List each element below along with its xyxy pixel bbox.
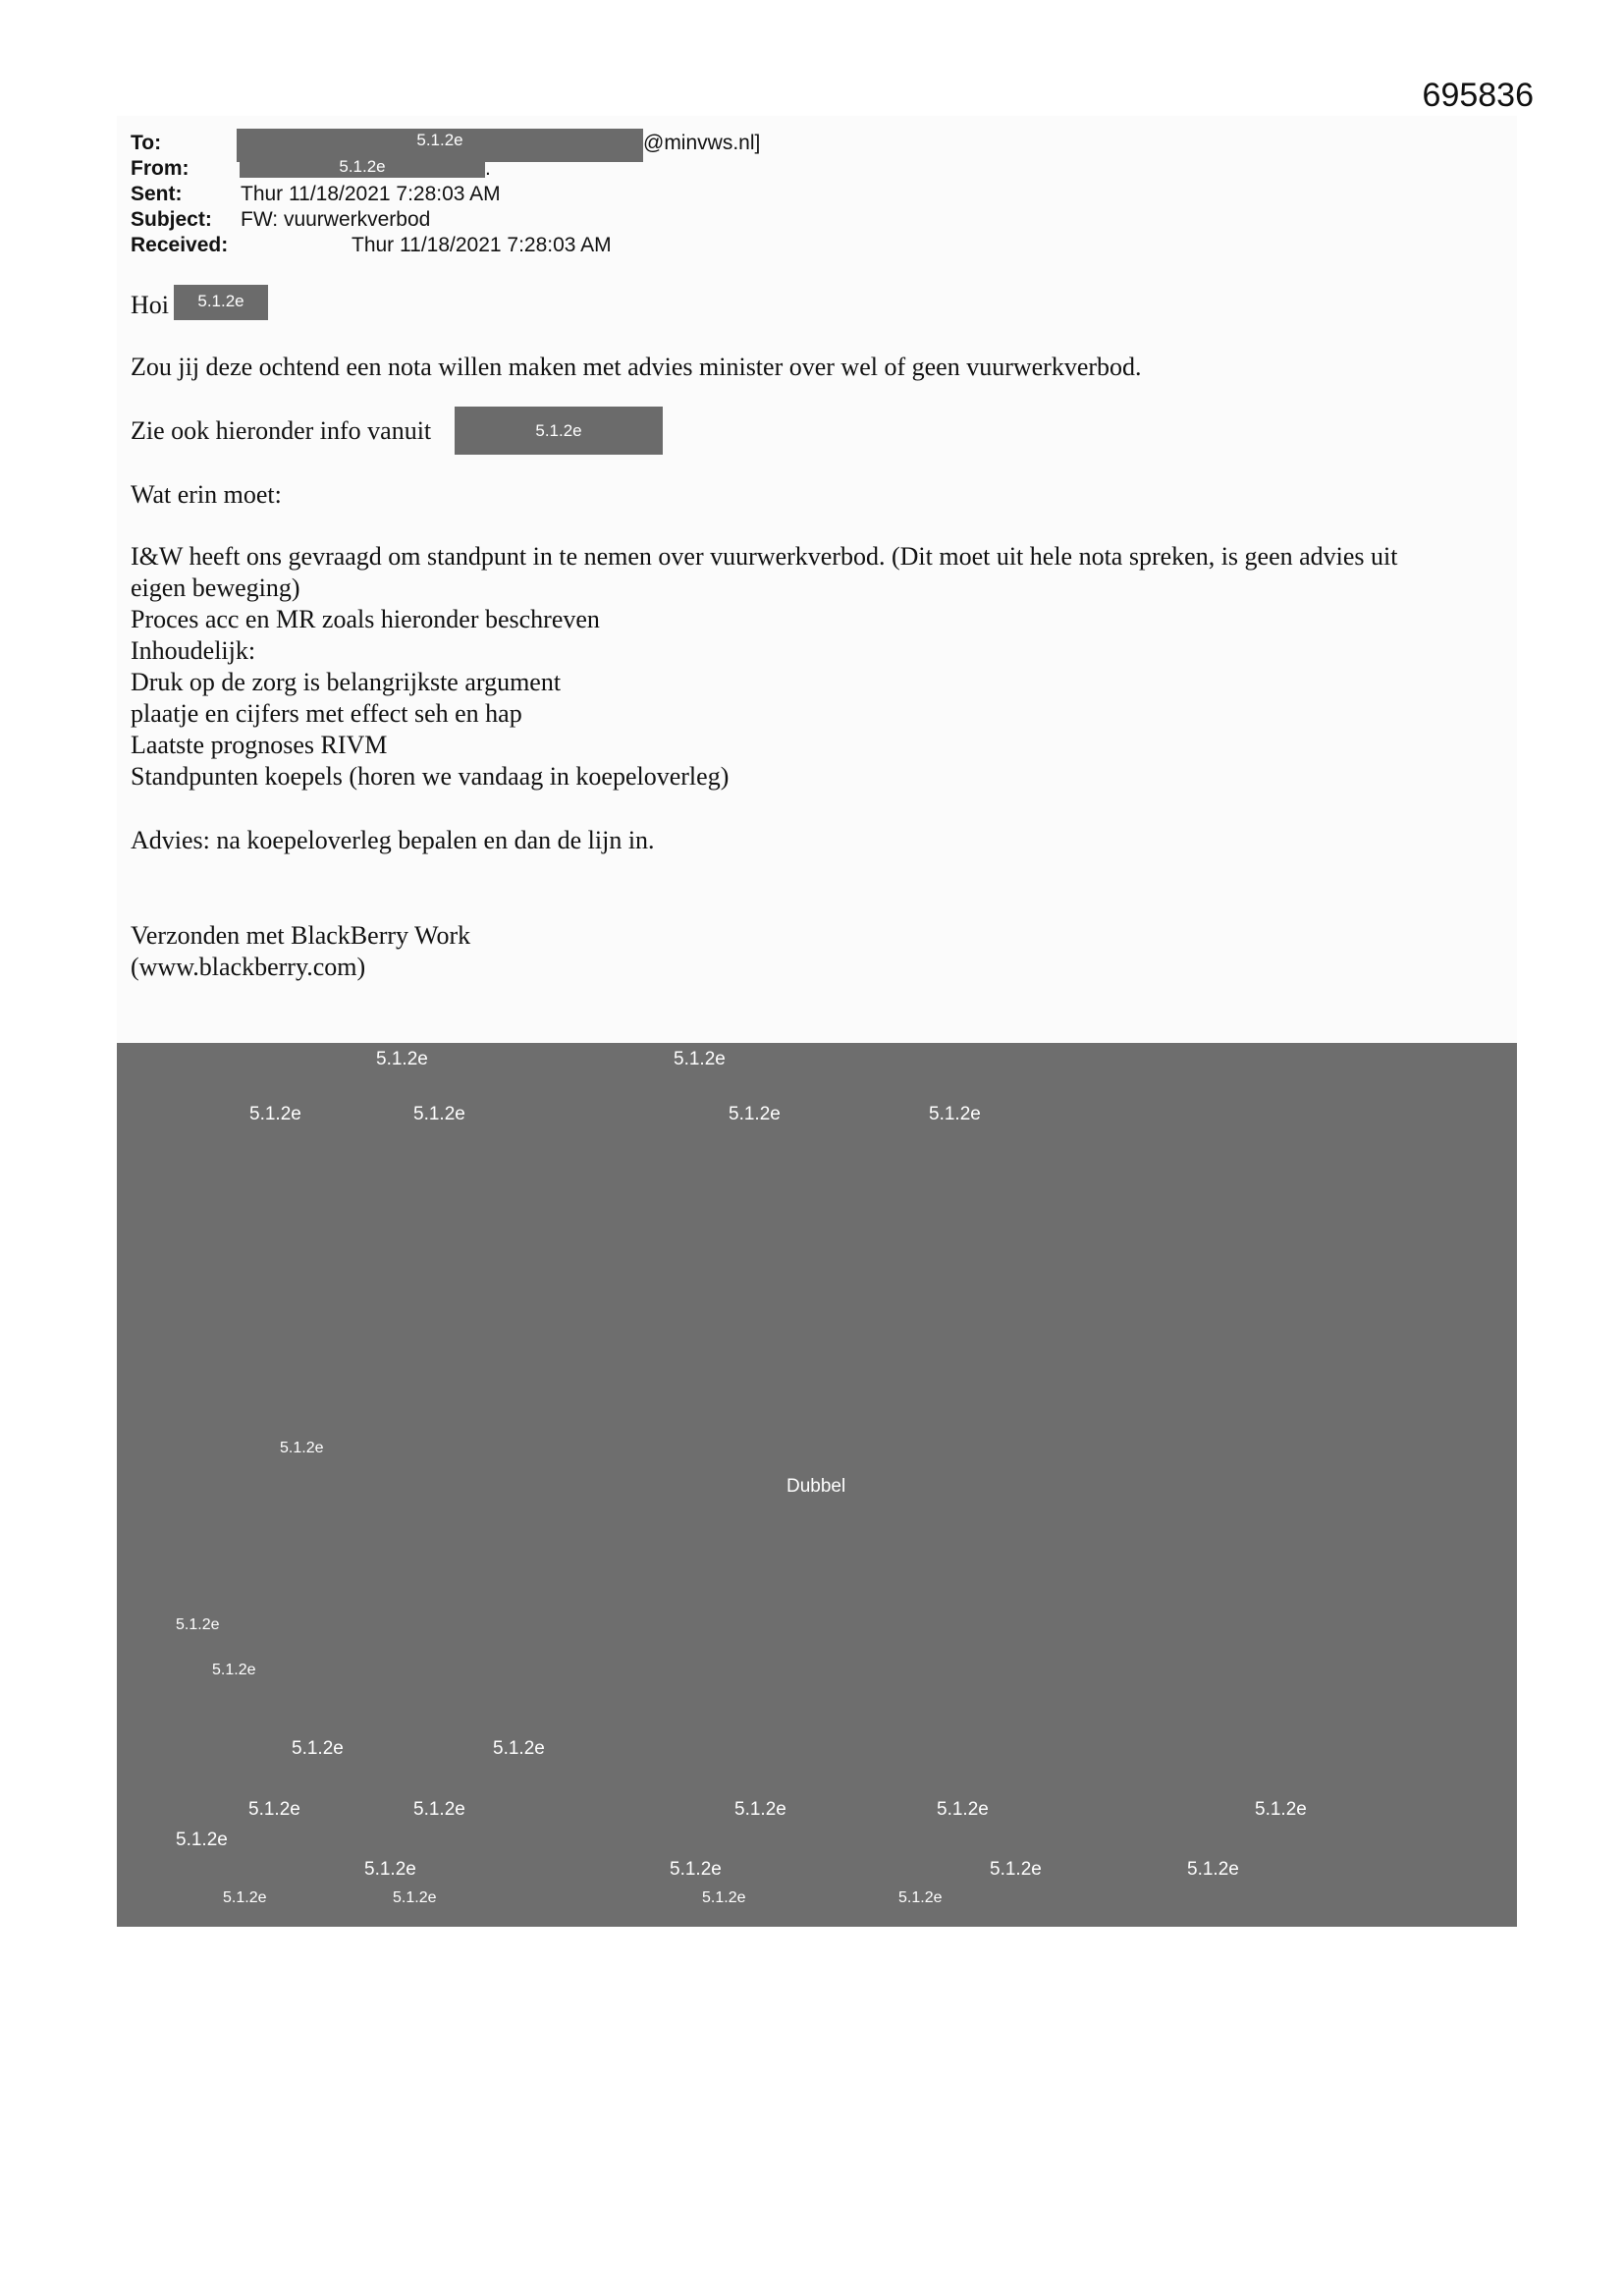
content-line: I&W heeft ons gevraagd om standpunt in te nemen over vuurwerkverbod. (Dit moet uit hele nota spreken, is geen advies uit bbox=[131, 542, 1398, 571]
redaction-code: 5.1.2e bbox=[729, 1104, 781, 1124]
redaction-code: 5.1.2e bbox=[1255, 1799, 1307, 1820]
redaction-code: 5.1.2e bbox=[898, 1889, 943, 1906]
document-number: 695836 bbox=[1422, 77, 1534, 114]
greeting-redaction-code: 5.1.2e bbox=[197, 292, 244, 310]
content-line: Inhoudelijk: bbox=[131, 636, 256, 665]
received-label: Received: bbox=[131, 234, 229, 256]
to-redaction-code: 5.1.2e bbox=[416, 131, 463, 149]
content-line: Druk op de zorg is belangrijkste argument bbox=[131, 668, 562, 696]
info-line: Zie ook hieronder info vanuit bbox=[131, 416, 432, 445]
redaction-code: 5.1.2e bbox=[929, 1104, 981, 1124]
dubbel-label: Dubbel bbox=[786, 1476, 846, 1497]
redaction-code: 5.1.2e bbox=[493, 1738, 545, 1759]
redaction-code: 5.1.2e bbox=[674, 1049, 726, 1069]
redaction-code: 5.1.2e bbox=[702, 1889, 746, 1906]
signature-line-1: Verzonden met BlackBerry Work bbox=[131, 921, 471, 950]
from-redaction-code: 5.1.2e bbox=[339, 157, 386, 176]
redaction-code: 5.1.2e bbox=[990, 1859, 1042, 1880]
redacted-block bbox=[117, 1043, 1517, 1927]
greeting: Hoi bbox=[131, 291, 169, 319]
sent-value: Thur 11/18/2021 7:28:03 AM bbox=[241, 183, 501, 205]
to-suffix: @minvws.nl] bbox=[643, 132, 761, 154]
from-label: From: bbox=[131, 157, 189, 180]
content-line: plaatje en cijfers met effect seh en hap bbox=[131, 699, 522, 728]
redaction-code: 5.1.2e bbox=[176, 1830, 228, 1850]
signature-line-2: (www.blackberry.com) bbox=[131, 953, 366, 981]
subject-label: Subject: bbox=[131, 208, 212, 231]
advice-line: Advies: na koepeloverleg bepalen en dan de lijn in. bbox=[131, 826, 655, 854]
redaction-code: 5.1.2e bbox=[937, 1799, 989, 1820]
subject-value: FW: vuurwerkverbod bbox=[241, 208, 431, 231]
redaction-code: 5.1.2e bbox=[176, 1616, 220, 1633]
redaction-code: 5.1.2e bbox=[248, 1799, 300, 1820]
content-line: Laatste prognoses RIVM bbox=[131, 731, 388, 759]
from-redaction bbox=[240, 156, 485, 178]
redaction-code: 5.1.2e bbox=[249, 1104, 301, 1124]
contents-heading: Wat erin moet: bbox=[131, 480, 282, 509]
redaction-code: 5.1.2e bbox=[734, 1799, 786, 1820]
greeting-redaction bbox=[174, 285, 268, 320]
info-redaction bbox=[455, 407, 663, 455]
redaction-code: 5.1.2e bbox=[413, 1799, 465, 1820]
content-line: Standpunten koepels (horen we vandaag in koepeloverleg) bbox=[131, 762, 730, 791]
redaction-code: 5.1.2e bbox=[292, 1738, 344, 1759]
redaction-code: 5.1.2e bbox=[364, 1859, 416, 1880]
content-line: eigen beweging) bbox=[131, 574, 300, 602]
redaction-code: 5.1.2e bbox=[670, 1859, 722, 1880]
redaction-code: 5.1.2e bbox=[223, 1889, 267, 1906]
sent-label: Sent: bbox=[131, 183, 183, 205]
content-list bbox=[131, 541, 1505, 793]
redaction-code: 5.1.2e bbox=[393, 1889, 437, 1906]
redaction-code: 5.1.2e bbox=[1187, 1859, 1239, 1880]
from-suffix: . bbox=[485, 157, 491, 180]
redaction-code: 5.1.2e bbox=[280, 1440, 324, 1456]
redaction-code: 5.1.2e bbox=[212, 1662, 256, 1678]
redaction-code: 5.1.2e bbox=[413, 1104, 465, 1124]
to-label: To: bbox=[131, 132, 162, 154]
request-line: Zou jij deze ochtend een nota willen maken met advies minister over wel of geen vuurwerkverbod. bbox=[131, 353, 1142, 381]
redaction-code: 5.1.2e bbox=[376, 1049, 428, 1069]
info-redaction-code: 5.1.2e bbox=[535, 421, 582, 440]
received-value: Thur 11/18/2021 7:28:03 AM bbox=[352, 234, 612, 256]
content-line: Proces acc en MR zoals hieronder beschreven bbox=[131, 605, 600, 633]
